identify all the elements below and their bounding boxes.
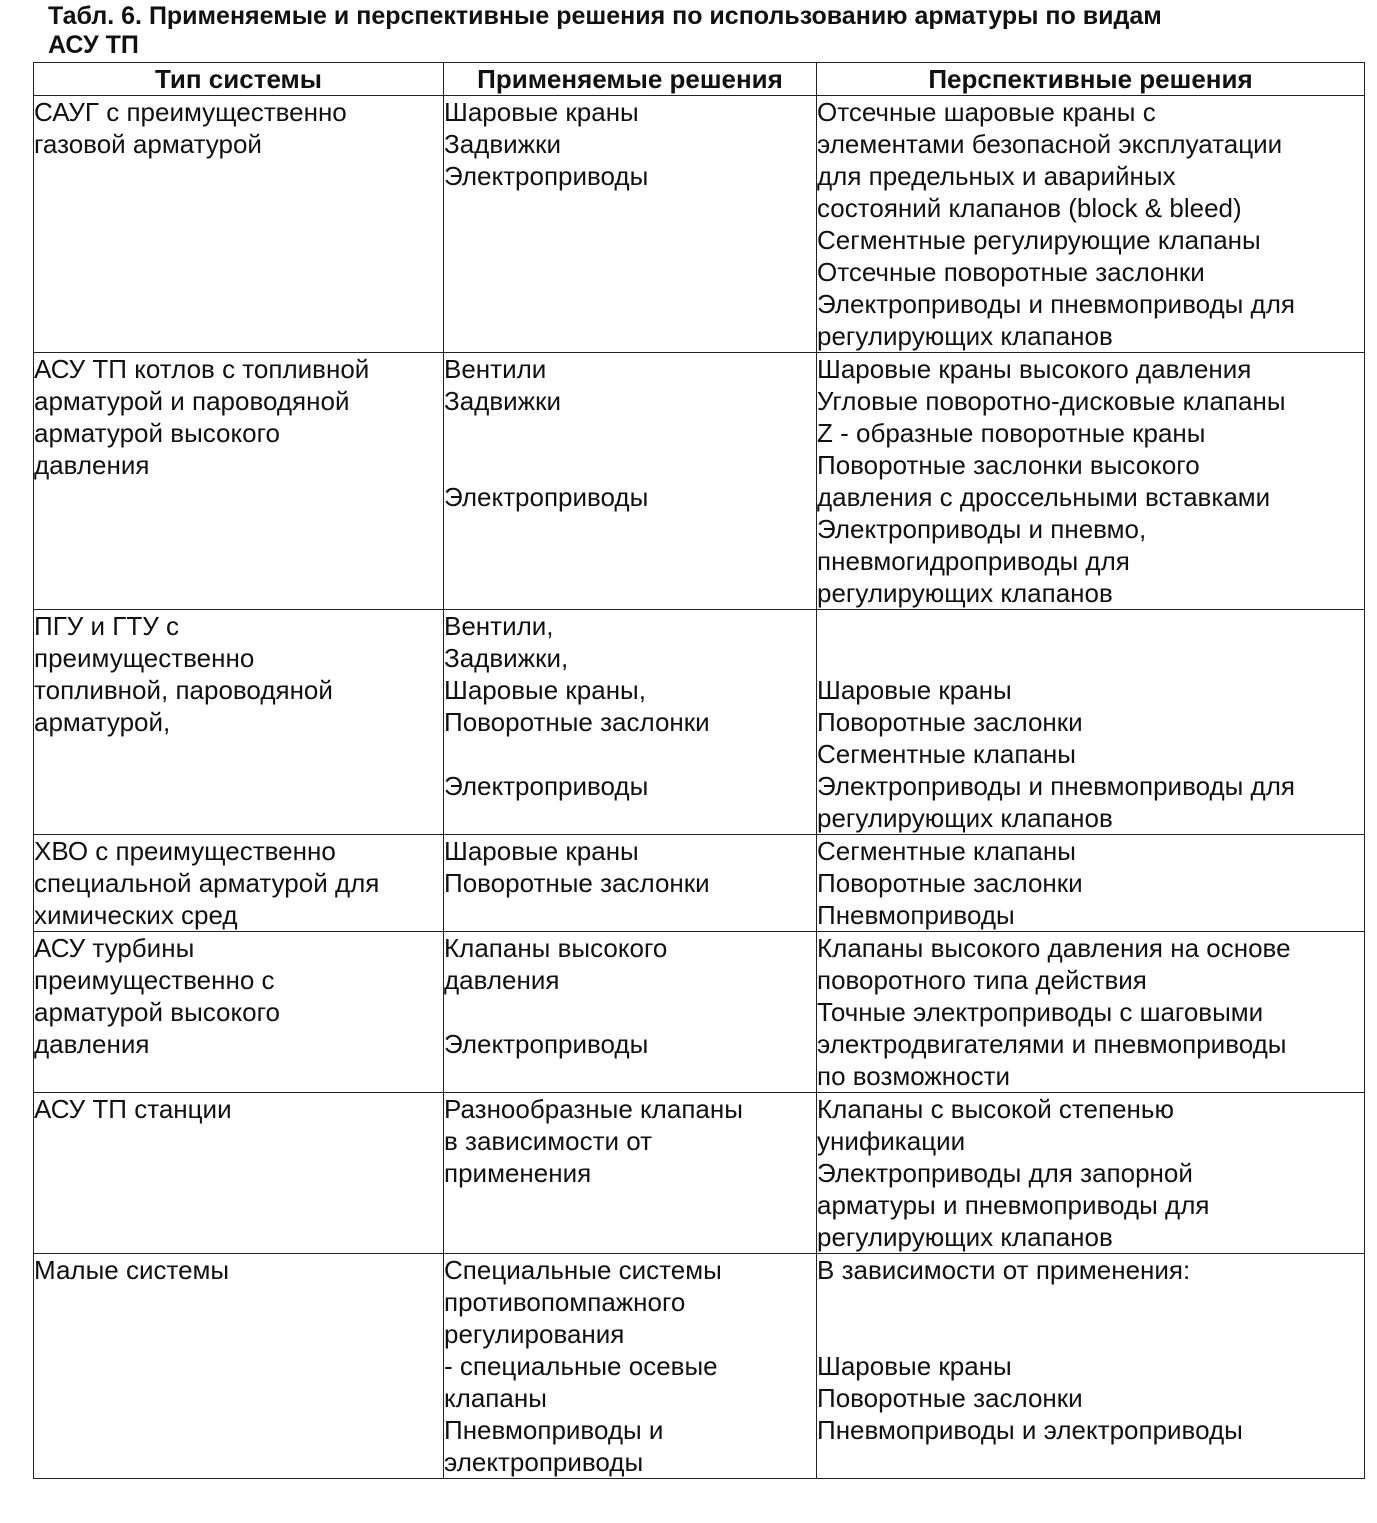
- cell-line: Поворотные заслонки высокого: [817, 450, 1200, 480]
- cell-line: Электроприводы и пневмоприводы для: [817, 771, 1295, 801]
- cell-line: Вентили: [444, 354, 547, 384]
- cell-system-type: [34, 932, 444, 1093]
- cell-line: Сегментные регулирующие клапаны: [817, 225, 1261, 255]
- cell-line: Электроприводы и пневмо,: [817, 514, 1147, 544]
- cell-prospective-solutions: [817, 610, 1365, 835]
- cell-system-type: [34, 1093, 444, 1254]
- cell-line: арматурой высокого: [34, 418, 281, 448]
- cell-line: - специальные осевые: [444, 1351, 718, 1381]
- table-caption: [48, 2, 1348, 60]
- cell-applied-solutions: [444, 835, 817, 932]
- cell-line: Пневмоприводы и электроприводы: [817, 1415, 1243, 1445]
- header-prospective-solutions: Перспективные решения: [817, 63, 1365, 96]
- cell-line: давления с дроссельными вставками: [817, 482, 1271, 512]
- cell-line: по возможности: [817, 1061, 1011, 1091]
- cell-line: Шаровые краны: [817, 1351, 1012, 1381]
- cell-applied-solutions: [444, 353, 817, 610]
- cell-line: САУГ с преимущественно: [34, 97, 347, 127]
- cell-line: [444, 996, 816, 1028]
- table-row: [34, 932, 1365, 1093]
- cell-line: Сегментные клапаны: [817, 836, 1076, 866]
- cell-line: регулирования: [444, 1319, 625, 1349]
- cell-line: Z - образные поворотные краны: [817, 418, 1206, 448]
- cell-line: регулирующих клапанов: [817, 321, 1113, 351]
- cell-line: Специальные системы: [444, 1255, 722, 1285]
- cell-line: [444, 417, 816, 449]
- cell-line: электроприводы: [444, 1447, 644, 1477]
- cell-line: преимущественно: [34, 643, 255, 673]
- cell-system-type: [34, 610, 444, 835]
- cell-applied-solutions: [444, 96, 817, 353]
- cell-line: арматурой высокого: [34, 997, 281, 1027]
- table-header-row: [34, 63, 1365, 96]
- caption-line-1: Табл. 6. Применяемые и перспективные решения по использованию арматуры по видам: [48, 2, 1162, 30]
- cell-line: давления: [34, 1029, 150, 1059]
- cell-line: преимущественно с: [34, 965, 275, 995]
- cell-line: Клапаны высокого: [444, 933, 668, 963]
- cell-line: элементами безопасной эксплуатации: [817, 129, 1283, 159]
- cell-line: Шаровые краны высокого давления: [817, 354, 1252, 384]
- cell-line: арматурой,: [34, 707, 171, 737]
- table-row: [34, 610, 1365, 835]
- cell-line: Электроприводы: [444, 161, 649, 191]
- cell-system-type: [34, 835, 444, 932]
- cell-applied-solutions: [444, 1254, 817, 1479]
- cell-line: Клапаны высокого давления на основе: [817, 933, 1291, 963]
- cell-line: Поворотные заслонки: [817, 868, 1083, 898]
- cell-line: Задвижки: [444, 129, 561, 159]
- cell-system-type: [34, 1254, 444, 1479]
- table-row: [34, 96, 1365, 353]
- cell-line: Шаровые краны,: [444, 675, 646, 705]
- cell-applied-solutions: [444, 932, 817, 1093]
- cell-line: АСУ ТП котлов с топливной: [34, 354, 370, 384]
- cell-line: давления: [444, 965, 560, 995]
- cell-prospective-solutions: [817, 1254, 1365, 1479]
- cell-line: Угловые поворотно-дисковые клапаны: [817, 386, 1286, 416]
- table-row: [34, 1254, 1365, 1479]
- cell-line: арматурой и пароводяной: [34, 386, 350, 416]
- cell-line: в зависимости от: [444, 1126, 653, 1156]
- cell-line: применения: [444, 1158, 592, 1188]
- cell-line: состояний клапанов (block & bleed): [817, 193, 1242, 223]
- cell-line: пневмогидроприводы для: [817, 546, 1130, 576]
- cell-line: Клапаны с высокой степенью: [817, 1094, 1174, 1124]
- table-body: [34, 96, 1365, 1479]
- cell-system-type: [34, 96, 444, 353]
- cell-line: арматуры и пневмоприводы для: [817, 1190, 1210, 1220]
- cell-line: АСУ ТП станции: [34, 1094, 232, 1124]
- cell-line: противопомпажного: [444, 1287, 686, 1317]
- cell-line: давления: [34, 450, 150, 480]
- cell-line: ХВО с преимущественно: [34, 836, 336, 866]
- cell-line: газовой арматурой: [34, 129, 262, 159]
- cell-line: В зависимости от применения:: [817, 1255, 1191, 1285]
- cell-line: для предельных и аварийных: [817, 161, 1176, 191]
- cell-line: [817, 642, 1364, 674]
- cell-line: Вентили,: [444, 611, 554, 641]
- cell-line: поворотного типа действия: [817, 965, 1147, 995]
- cell-line: [444, 449, 816, 481]
- cell-line: Отсечные поворотные заслонки: [817, 257, 1205, 287]
- cell-line: Задвижки,: [444, 643, 569, 673]
- cell-line: унификации: [817, 1126, 966, 1156]
- cell-line: химических сред: [34, 900, 238, 930]
- cell-prospective-solutions: [817, 835, 1365, 932]
- cell-line: Электроприводы: [444, 771, 649, 801]
- cell-line: Поворотные заслонки: [444, 707, 710, 737]
- cell-line: электродвигателями и пневмоприводы: [817, 1029, 1287, 1059]
- cell-prospective-solutions: [817, 1093, 1365, 1254]
- cell-line: Пневмоприводы: [817, 900, 1015, 930]
- cell-line: Сегментные клапаны: [817, 739, 1076, 769]
- cell-line: Отсечные шаровые краны с: [817, 97, 1156, 127]
- cell-line: Электроприводы: [444, 1029, 649, 1059]
- cell-line: АСУ турбины: [34, 933, 195, 963]
- cell-applied-solutions: [444, 1093, 817, 1254]
- cell-line: [444, 738, 816, 770]
- cell-line: Шаровые краны: [444, 97, 639, 127]
- cell-line: Точные электроприводы с шаговыми: [817, 997, 1264, 1027]
- cell-line: регулирующих клапанов: [817, 578, 1113, 608]
- cell-system-type: [34, 353, 444, 610]
- cell-line: Пневмоприводы и: [444, 1415, 664, 1445]
- cell-line: Электроприводы и пневмоприводы для: [817, 289, 1295, 319]
- cell-line: Электроприводы для запорной: [817, 1158, 1193, 1188]
- cell-line: клапаны: [444, 1383, 547, 1413]
- caption-line-2: АСУ ТП: [48, 31, 139, 59]
- cell-line: Поворотные заслонки: [444, 868, 710, 898]
- cell-line: Шаровые краны: [817, 675, 1012, 705]
- cell-line: [817, 1286, 1364, 1318]
- cell-line: Поворотные заслонки: [817, 707, 1083, 737]
- valve-solutions-table: [33, 62, 1365, 1479]
- cell-prospective-solutions: [817, 96, 1365, 353]
- cell-line: Малые системы: [34, 1255, 230, 1285]
- header-system-type: Тип системы: [34, 63, 444, 96]
- cell-line: Шаровые краны: [444, 836, 639, 866]
- cell-line: Разнообразные клапаны: [444, 1094, 743, 1124]
- table-row: [34, 353, 1365, 610]
- cell-line: ПГУ и ГТУ с: [34, 611, 179, 641]
- cell-applied-solutions: [444, 610, 817, 835]
- header-applied-solutions: Применяемые решения: [444, 63, 817, 96]
- cell-line: регулирующих клапанов: [817, 1222, 1113, 1252]
- cell-line: Электроприводы: [444, 482, 649, 512]
- cell-line: Поворотные заслонки: [817, 1383, 1083, 1413]
- cell-prospective-solutions: [817, 932, 1365, 1093]
- table-row: [34, 835, 1365, 932]
- cell-prospective-solutions: [817, 353, 1365, 610]
- cell-line: специальной арматурой для: [34, 868, 380, 898]
- cell-line: [817, 1318, 1364, 1350]
- cell-line: топливной, пароводяной: [34, 675, 333, 705]
- table-row: [34, 1093, 1365, 1254]
- cell-line: [817, 610, 1364, 642]
- cell-line: регулирующих клапанов: [817, 803, 1113, 833]
- cell-line: Задвижки: [444, 386, 561, 416]
